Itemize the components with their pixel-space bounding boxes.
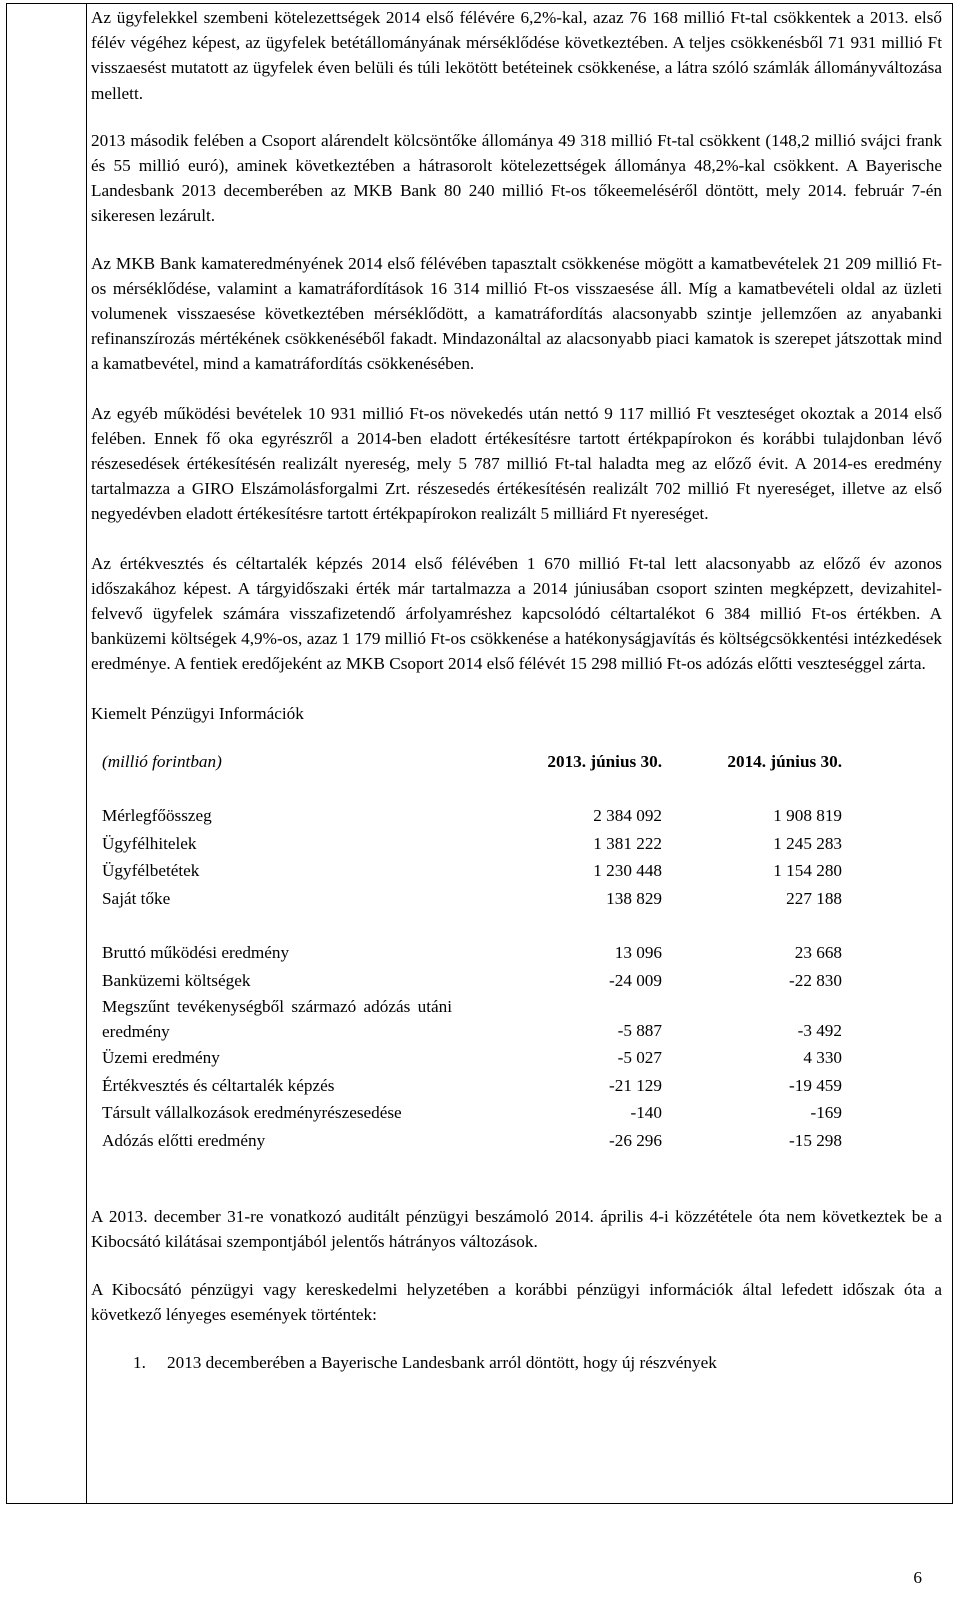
column-header-2014: 2014. június 30. — [727, 751, 842, 771]
table-row: Adózás előtti eredmény -26 296 -15 298 — [102, 1130, 842, 1150]
page-number: 6 — [913, 1568, 922, 1587]
document-body — [91, 5, 942, 1375]
table-row: Bruttó működési eredmény 13 096 23 668 — [102, 943, 842, 963]
table-header-row — [102, 748, 842, 776]
column-header-2013: 2013. június 30. — [547, 751, 662, 771]
left-margin-divider — [86, 4, 87, 1503]
list-item — [91, 1350, 942, 1375]
table-row: Ügyfélbetétek 1 230 448 1 154 280 — [102, 861, 842, 881]
section-heading: Kiemelt Pénzügyi Információk — [91, 703, 304, 723]
paragraph-impairment: Az értékvesztés és céltartalék képzés 2014 első félévében 1 670 millió Ft-tal lett alacsonyabb az előző év azonos időszakához képest. A tárgyidőszaki érték már tartalmazza a 2014 júniusában csoport szinten megképzett, devizahitel-felvevő ügyfelek számára visszafizetendő árfolyamréshez kapcsolódó céltartalékot 6 384 millió Ft-os értékben. A banküzemi költségek 4,9%-os, azaz 1 179 millió Ft-os csökkenése a hatékonyságjavítás és költségcsökkentési intézkedések eredménye. A fentiek eredőjeként az MKB Csoport 2014 első félévét 15 298 millió Ft-os adózás előtti veszteséggel zárta. — [91, 553, 942, 674]
table-row: Társult vállalkozások eredményrészesedése -140 -169 — [102, 1103, 842, 1123]
list-marker: 1. — [133, 1352, 146, 1372]
table-row: Banküzemi költségek -24 009 -22 830 — [102, 970, 842, 990]
table-row: Mérlegfőösszeg 2 384 092 1 908 819 — [102, 806, 842, 826]
table-row: Értékvesztés és céltartalék képzés -21 129 -19 459 — [102, 1075, 842, 1095]
table-unit-label: (millió forintban) — [102, 751, 222, 771]
table-row: Üzemi eredmény -5 027 4 330 — [102, 1048, 842, 1068]
table-row: Megszűnt tevékenységből származó adózás utáni eredmény -5 887 -3 492 — [102, 997, 842, 1042]
paragraph-significant-events: A Kibocsátó pénzügyi vagy kereskedelmi helyzetében a korábbi pénzügyi információk által lefedett időszak óta a következő lényeges események történtek: — [91, 1279, 942, 1324]
financial-table — [102, 748, 842, 1155]
table-row: Saját tőke 138 829 227 188 — [102, 888, 842, 908]
table-row: Ügyfélhitelek 1 381 222 1 245 283 — [102, 833, 842, 853]
paragraph-customer-liabilities: Az ügyfelekkel szembeni kötelezettségek 2014 első félévére 6,2%-kal, azaz 76 168 millió Ft-tal csökkentek a 2013. első félév végéhez képest, az ügyfelek betétállományának mérséklődése következtében. A teljes csökkenésből 71 931 millió Ft visszaesést mutatott az ügyfelek éven belüli és túli lekötött betéteinek csökkenése, a látra szóló számlák állományváltozása mellett. — [91, 8, 942, 103]
paragraph-subordinated-capital: 2013 második felében a Csoport alárendelt kölcsöntőke állománya 49 318 millió Ft-tal csökkent (148,2 millió svájci frank és 55 millió euró), aminek következtében a hátrasorolt kötelezettségek állománya 48,2%-kal csökkent. A Bayerische Landesbank 2013 decemberében az MKB Bank 80 240 millió Ft-os tőkeemeléséről döntött, mely 2014. február 7-én sikeresen lezárult. — [91, 130, 942, 226]
paragraph-interest-result: Az MKB Bank kamateredményének 2014 első félévében tapasztalt csökkenése mögött a kamatbevételek 21 209 millió Ft-os mérséklődése, valamint a kamatráfordítások 16 314 millió Ft-os visszaesése áll. Míg a kamatbevételi oldal az üzleti volumenek visszaesése következtében mérséklődött, a kamatráfordítás alacsonyabb szintje jellemzően az anyabanki refinanszírozás mértékének csökkenéséből fakadt. Mindazonáltal az alacsonyabb piaci kamatok is szerepet játszottak mind a kamatbevétel, mind a kamatráfordítás csökkenésében. — [91, 253, 942, 374]
list-item-text: 2013 decemberében a Bayerische Landesbank arról döntött, hogy új részvények — [167, 1352, 717, 1372]
paragraph-audited-report: A 2013. december 31-re vonatkozó auditált pénzügyi beszámoló 2014. április 4-i közzététele óta nem következtek be a Kibocsátó kilátásai szempontjából jelentős hátrányos változások. — [91, 1207, 942, 1252]
paragraph-other-operating-income: Az egyéb működési bevételek 10 931 millió Ft-os növekedés után nettó 9 117 millió Ft veszteséget okoztak a 2014 első felében. Ennek fő oka egyrészről a 2014-ben eladott értékesítésre tartott értékpapírokon és korábbi tulajdonban lévő részesedések értékesítésén realizált nyereség, mely 5 787 millió Ft-tal haladta meg az előző évit. A 2014-es eredmény tartalmazza a GIRO Elszámolásforgalmi Zrt. részesedés értékesítésén realizált 702 millió Ft nyereséget, illetve az első negyedévben eladott értékesítésre tartott értékpapírokon realizált 5 milliárd Ft nyereséget. — [91, 403, 942, 524]
